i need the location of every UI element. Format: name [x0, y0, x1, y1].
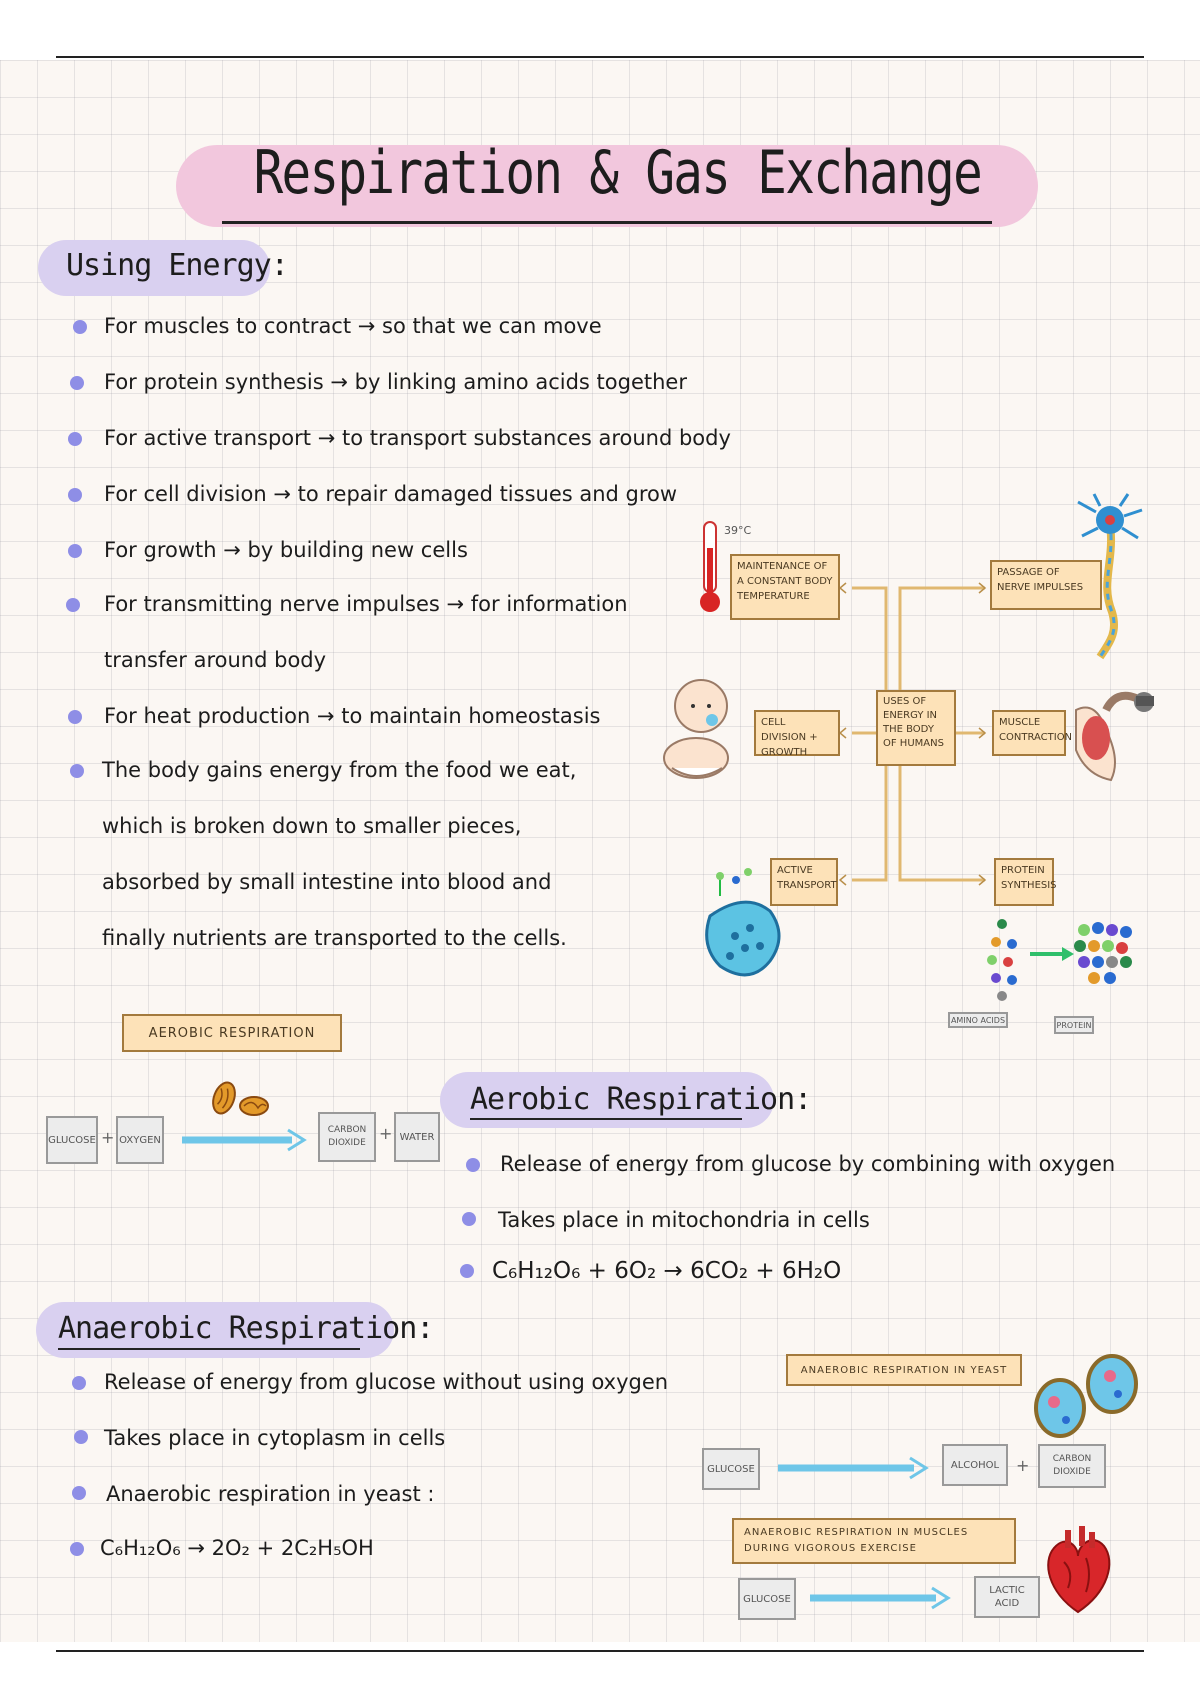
muscle-box: MUSCLE CONTRACTION	[992, 710, 1066, 756]
bullet-dot	[70, 1542, 84, 1556]
aerobic-heading-text: Aerobic Respiration	[470, 1082, 795, 1117]
bullet-dot	[460, 1264, 474, 1278]
temperature-box: MAINTENANCE OF A CONSTANT BODY TEMPERATURE	[730, 554, 840, 620]
cell-transport-icon	[690, 866, 790, 986]
aerobic-co2-box: CARBON DIOXIDE	[318, 1112, 376, 1162]
anaerobic-equation: C₆H₁₂O₆ → 2O₂ + 2C₂H₅OH	[100, 1536, 374, 1560]
plus-sign: +	[1016, 1456, 1030, 1475]
list-item-continuation: transfer around body	[104, 648, 327, 672]
list-item-continuation: finally nutrients are transported to the cells.	[102, 926, 567, 950]
list-item: For active transport → to transport substances around body	[104, 426, 731, 450]
list-item: Release of energy from glucose by combining with oxygen	[500, 1152, 1116, 1176]
aerobic-water-box: WATER	[394, 1112, 440, 1162]
yeast-cells-icon	[1032, 1354, 1142, 1444]
muscle-lactic-acid-box: LACTIC ACID	[974, 1576, 1040, 1618]
yeast-diagram-label: ANAEROBIC RESPIRATION IN YEAST	[786, 1354, 1022, 1386]
muscle-glucose-box: GLUCOSE	[738, 1578, 796, 1620]
baby-icon	[656, 676, 746, 786]
list-item: For transmitting nerve impulses → for information	[104, 592, 628, 616]
cell-division-box: CELL DIVISION + GROWTH	[754, 710, 840, 756]
bullet-dot	[74, 1430, 88, 1444]
list-item: Takes place in mitochondria in cells	[498, 1208, 870, 1232]
aerobic-heading-underline	[470, 1118, 742, 1120]
active-transport-box: ACTIVE TRANSPORT	[770, 858, 838, 906]
list-item: For heat production → to maintain homeostasis	[104, 704, 601, 728]
anaerobic-heading	[58, 1311, 433, 1346]
yeast-arrow-icon	[776, 1456, 936, 1480]
aerobic-glucose-box: GLUCOSE	[46, 1116, 98, 1164]
protein-cluster-icon	[1070, 918, 1150, 998]
list-item: Anaerobic respiration in yeast :	[106, 1482, 435, 1506]
bullet-dot	[462, 1212, 476, 1226]
muscle-arrow-icon	[808, 1586, 958, 1610]
plus-sign: +	[379, 1124, 393, 1143]
yeast-co2-box: CARBON DIOXIDE	[1038, 1444, 1106, 1488]
list-item: Release of energy from glucose without using oxygen	[104, 1370, 669, 1394]
list-item: Takes place in cytoplasm in cells	[104, 1426, 446, 1450]
heart-icon	[1038, 1522, 1118, 1622]
amino-acids-label: AMINO ACIDS	[948, 1012, 1008, 1028]
aerobic-heading	[470, 1082, 811, 1117]
list-item-continuation: absorbed by small intestine into blood and	[102, 870, 552, 894]
list-item-continuation: which is broken down to smaller pieces,	[102, 814, 522, 838]
bullet-dot	[466, 1158, 480, 1172]
yeast-alcohol-box: ALCOHOL	[942, 1444, 1008, 1486]
list-item: For protein synthesis → by linking amino acids together	[104, 370, 687, 394]
heading-colon: :	[270, 248, 288, 283]
list-item: For muscles to contract → so that we can move	[104, 314, 602, 338]
muscle-diagram-label: ANAEROBIC RESPIRATION IN MUSCLES DURING VIGOROUS EXERCISE	[732, 1518, 1016, 1564]
protein-box: PROTEIN SYNTHESIS	[994, 858, 1054, 906]
using-energy-heading-text: Using Energy	[66, 248, 271, 283]
uses-center-box: USES OF ENERGY IN THE BODY OF HUMANS	[876, 690, 956, 766]
mitochondria-icon	[208, 1080, 278, 1124]
list-item: For growth → by building new cells	[104, 538, 468, 562]
list-item: The body gains energy from the food we eat,	[102, 758, 577, 782]
aerobic-equation: C₆H₁₂O₆ + 6O₂ → 6CO₂ + 6H₂O	[492, 1258, 842, 1284]
heading-colon: :	[794, 1082, 812, 1117]
list-item: For cell division → to repair damaged tissues and grow	[104, 482, 678, 506]
protein-label: PROTEIN	[1054, 1016, 1094, 1034]
anaerobic-heading-underline	[58, 1348, 360, 1350]
nerve-box: PASSAGE OF NERVE IMPULSES	[990, 560, 1102, 610]
bullet-dot	[72, 1486, 86, 1500]
aerobic-diagram-label: AEROBIC RESPIRATION	[122, 1014, 342, 1052]
aerobic-oxygen-box: OXYGEN	[116, 1116, 164, 1164]
bullet-dot	[72, 1376, 86, 1390]
muscle-arm-icon	[1066, 680, 1166, 790]
heading-colon: :	[416, 1311, 434, 1346]
yeast-glucose-box: GLUCOSE	[702, 1448, 760, 1490]
anaerobic-heading-text: Anaerobic Respiration	[58, 1311, 417, 1346]
thermometer-label: 39°C	[724, 524, 752, 537]
neuron-icon	[1070, 492, 1150, 662]
aerobic-arrow-icon	[180, 1128, 310, 1152]
plus-sign: +	[101, 1128, 115, 1147]
page-title: Respiration & Gas Exchange	[253, 138, 982, 208]
